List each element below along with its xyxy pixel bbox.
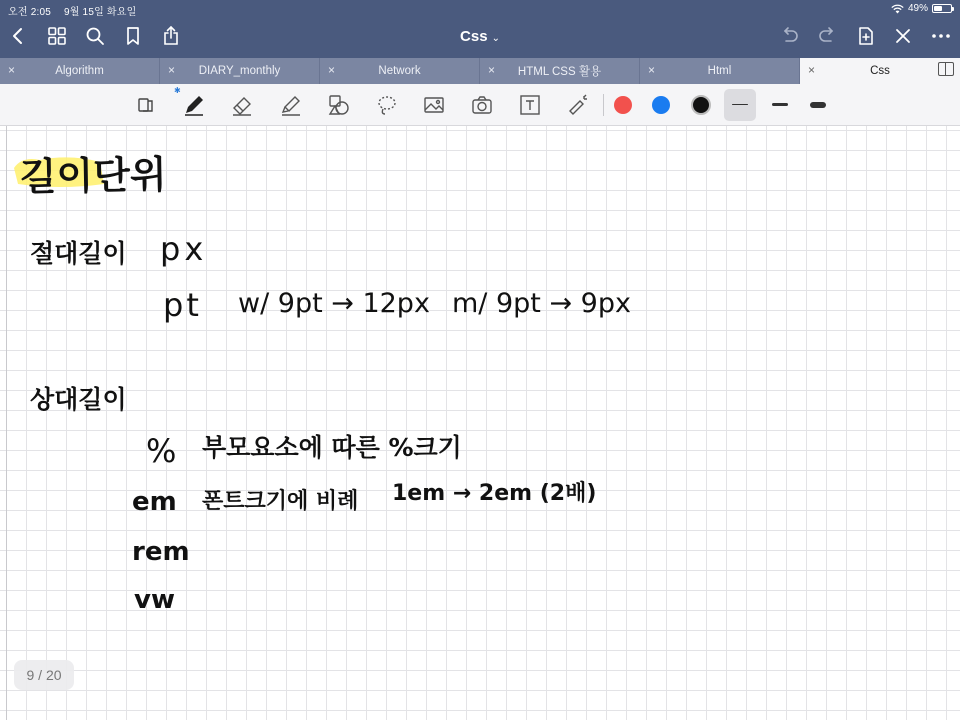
- em-text: em: [132, 487, 177, 517]
- text-icon[interactable]: [516, 91, 544, 119]
- tab-label: Css: [870, 65, 890, 77]
- image-icon[interactable]: [420, 91, 448, 119]
- tab-close-icon[interactable]: ×: [808, 63, 816, 77]
- back-icon[interactable]: [6, 24, 30, 48]
- wifi-icon: [891, 4, 904, 14]
- pen-icon[interactable]: [180, 91, 208, 119]
- stroke-width-thick[interactable]: [802, 89, 834, 121]
- battery-percent: 49%: [907, 3, 928, 14]
- tab-algorithm[interactable]: [0, 58, 160, 84]
- vw-text: vw: [134, 585, 175, 615]
- bookmark-icon[interactable]: [121, 24, 145, 48]
- highlighter-icon[interactable]: [277, 91, 305, 119]
- absolute-length-label: 절대길이: [30, 239, 127, 268]
- battery-icon: [932, 4, 952, 13]
- stroke-width-medium[interactable]: [764, 89, 796, 121]
- tab-label: Network: [378, 65, 421, 77]
- camera-icon[interactable]: [468, 91, 496, 119]
- percent-desc-text: 부모요소에 따른 %크기: [202, 433, 462, 462]
- tab-strip: [0, 58, 960, 84]
- document-title[interactable]: Css ⌄: [460, 28, 500, 45]
- em-example-text: 1em → 2em (2배): [392, 481, 597, 506]
- tab-label: HTML CSS 활용: [517, 66, 602, 78]
- top-bar: [0, 0, 960, 58]
- handwriting-layer: [0, 126, 960, 720]
- tab-label: Html: [707, 65, 732, 77]
- tab-network[interactable]: [320, 58, 480, 84]
- shapes-icon[interactable]: [325, 91, 353, 119]
- color-swatch-red[interactable]: [614, 96, 632, 114]
- windows-rule-text: w/ 9pt → 12px: [238, 288, 430, 319]
- eraser-icon[interactable]: [228, 91, 256, 119]
- bluetooth-icon: ✱: [174, 86, 181, 95]
- read-mode-icon[interactable]: [132, 91, 160, 119]
- lasso-icon[interactable]: [373, 91, 401, 119]
- percent-text: %: [146, 432, 177, 470]
- em-desc-text: 폰트크기에 비례: [202, 489, 359, 514]
- px-text: px: [160, 230, 208, 268]
- tab-html-css[interactable]: [480, 58, 640, 84]
- stroke-width-thin[interactable]: [724, 89, 756, 121]
- pt-text: pt: [163, 286, 202, 324]
- laser-pointer-icon[interactable]: [564, 91, 592, 119]
- page-indicator[interactable]: 9 / 20: [14, 660, 74, 690]
- tab-label: Algorithm: [55, 65, 104, 77]
- heading-text: 길이단위: [19, 152, 167, 199]
- rem-text: rem: [132, 537, 190, 567]
- tab-close-icon[interactable]: ×: [488, 63, 496, 77]
- add-page-icon[interactable]: [854, 24, 878, 48]
- tab-close-icon[interactable]: ×: [168, 63, 176, 77]
- relative-length-label: 상대길이: [30, 385, 127, 414]
- grid-icon[interactable]: [45, 24, 69, 48]
- close-icon[interactable]: [891, 24, 915, 48]
- tab-html[interactable]: [640, 58, 800, 84]
- color-swatch-blue[interactable]: [652, 96, 670, 114]
- share-icon[interactable]: [159, 24, 183, 48]
- status-date: 9월 15일 화요일: [63, 7, 137, 18]
- undo-icon[interactable]: [778, 24, 802, 48]
- tab-diary-monthly[interactable]: [160, 58, 320, 84]
- color-swatch-black[interactable]: [691, 95, 711, 115]
- more-icon[interactable]: [929, 24, 953, 48]
- status-bar-left: [8, 3, 137, 18]
- toolbar-divider: [603, 94, 604, 116]
- tab-label: DIARY_monthly: [198, 65, 281, 77]
- status-bar-right: [891, 3, 952, 14]
- tab-close-icon[interactable]: ×: [648, 63, 656, 77]
- search-icon[interactable]: [83, 24, 107, 48]
- tab-close-icon[interactable]: ×: [8, 63, 16, 77]
- split-view-icon[interactable]: [938, 62, 954, 76]
- redo-icon[interactable]: [815, 24, 839, 48]
- mac-rule-text: m/ 9pt → 9px: [452, 288, 631, 319]
- tab-close-icon[interactable]: ×: [328, 63, 336, 77]
- status-time: 오전 2:05: [8, 7, 51, 18]
- tab-css[interactable]: [800, 58, 960, 84]
